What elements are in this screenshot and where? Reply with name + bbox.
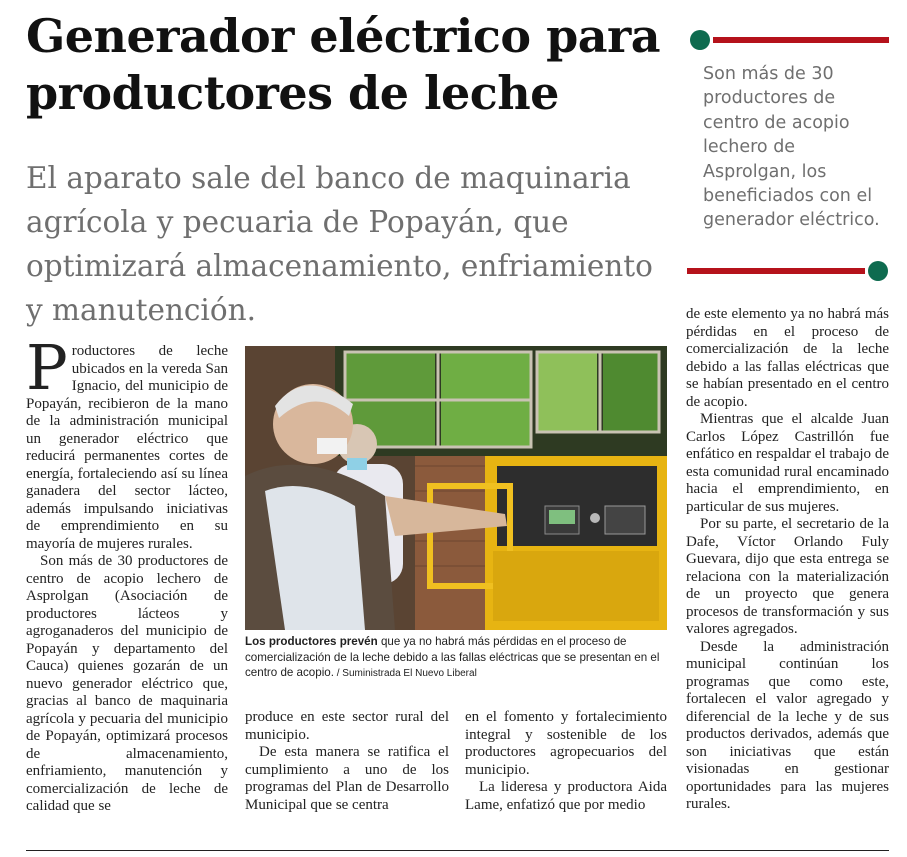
caption-lead: Los productores prevén [245, 635, 378, 648]
drop-cap: P [26, 331, 68, 404]
paragraph: produce en este sector rural del municipio. [245, 709, 449, 743]
paragraph: La lideresa y productora Aida Lame, enfatizó que por medio [465, 779, 667, 813]
paragraph: en el fomento y fortalecimiento integral y sostenible de los productores agropecuarios del municipio. [465, 709, 667, 778]
paragraph: Mientras que el alcalde Juan Carlos López Castrillón fue enfático en respaldar el trabajo de esta comunidad rural encaminado hacia el emprendimiento, en particular de sus mujeres. [686, 411, 889, 515]
paragraph: Son más de 30 productores de centro de acopio lechero de Asprolgan (Asociación de productores lácteos y agroganaderos del municipio de Popayán y departamento del Cauca) quienes gozarán de un nuevo generador eléctrico que, gracias al banco de maquinaria agrícola y pecuaria del municipio de Popayán, optimizará procesos de almacenamiento, enfriamiento, manutención y comercialización de leche de calidad que se [26, 553, 228, 814]
paragraph: De esta manera se ratifica el cumplimiento a uno de los programas del Plan de Desarrollo Municipal que se centra [245, 744, 449, 813]
paragraph: Por su parte, el secretario de la Dafe, Víctor Orlando Fuly Guevara, dijo que esta entrega se relaciona con la materialización de un proyecto que genera procesos de transformación y sus valores agregados. [686, 516, 889, 637]
paragraph: Productores de leche ubicados en la vereda San Ignacio, del municipio de Popayán, recibieron de la mano de la administración municipal un generador eléctrico que reducirá permanentes cortes de energía, fortaleciendo así su línea ganadera del sector lácteo, además impulsando iniciativas de emprendimiento en su mayoría de mujeres rurales. [26, 331, 228, 552]
article-column-2 [245, 709, 449, 814]
pull-quote: Son más de 30 productores de centro de acopio lechero de Asprolgan, los beneficiados con el generador eléctrico. [703, 64, 880, 231]
paragraph: de este elemento ya no habrá más pérdidas en el proceso de comercialización de la leche debido a las fallas eléctricas que se habían presentado en el centro de acopio. [686, 306, 889, 410]
subtitle: El aparato sale del banco de maquinaria agrícola y pecuaria de Popayán, que optimizará almacenamiento, enfriamiento y manutención. [26, 161, 653, 327]
red-rule [713, 37, 889, 43]
green-dot-icon [868, 261, 888, 281]
bottom-rule [26, 850, 889, 851]
photo-illustration [245, 346, 667, 630]
headline: Generador eléctrico para productores de leche [26, 9, 661, 120]
pull-quote-box [687, 30, 889, 285]
article-column-3 [465, 709, 667, 814]
red-rule [687, 268, 865, 274]
photo-credit: / Suministrada El Nuevo Liberal [333, 668, 477, 680]
paragraph: Desde la administración municipal continúan los programas que como este, fortalecen el valor agregado y diferencial de la leche y de sus productos derivados, además que son iniciativas que están visionadas en gestionar oportunidades para las mujeres rurales. [686, 638, 889, 812]
article-column-1 [26, 331, 228, 816]
article-column-4 [686, 306, 889, 814]
photo-caption: Los productores prevén que ya no habrá más pérdidas en el proceso de comercialización de la leche debido a las fallas eléctricas que se presentan en el centro de acopio. / Suministrada El Nuevo Liberal [245, 635, 660, 680]
article-photo [245, 346, 667, 630]
green-dot-icon [690, 30, 710, 50]
